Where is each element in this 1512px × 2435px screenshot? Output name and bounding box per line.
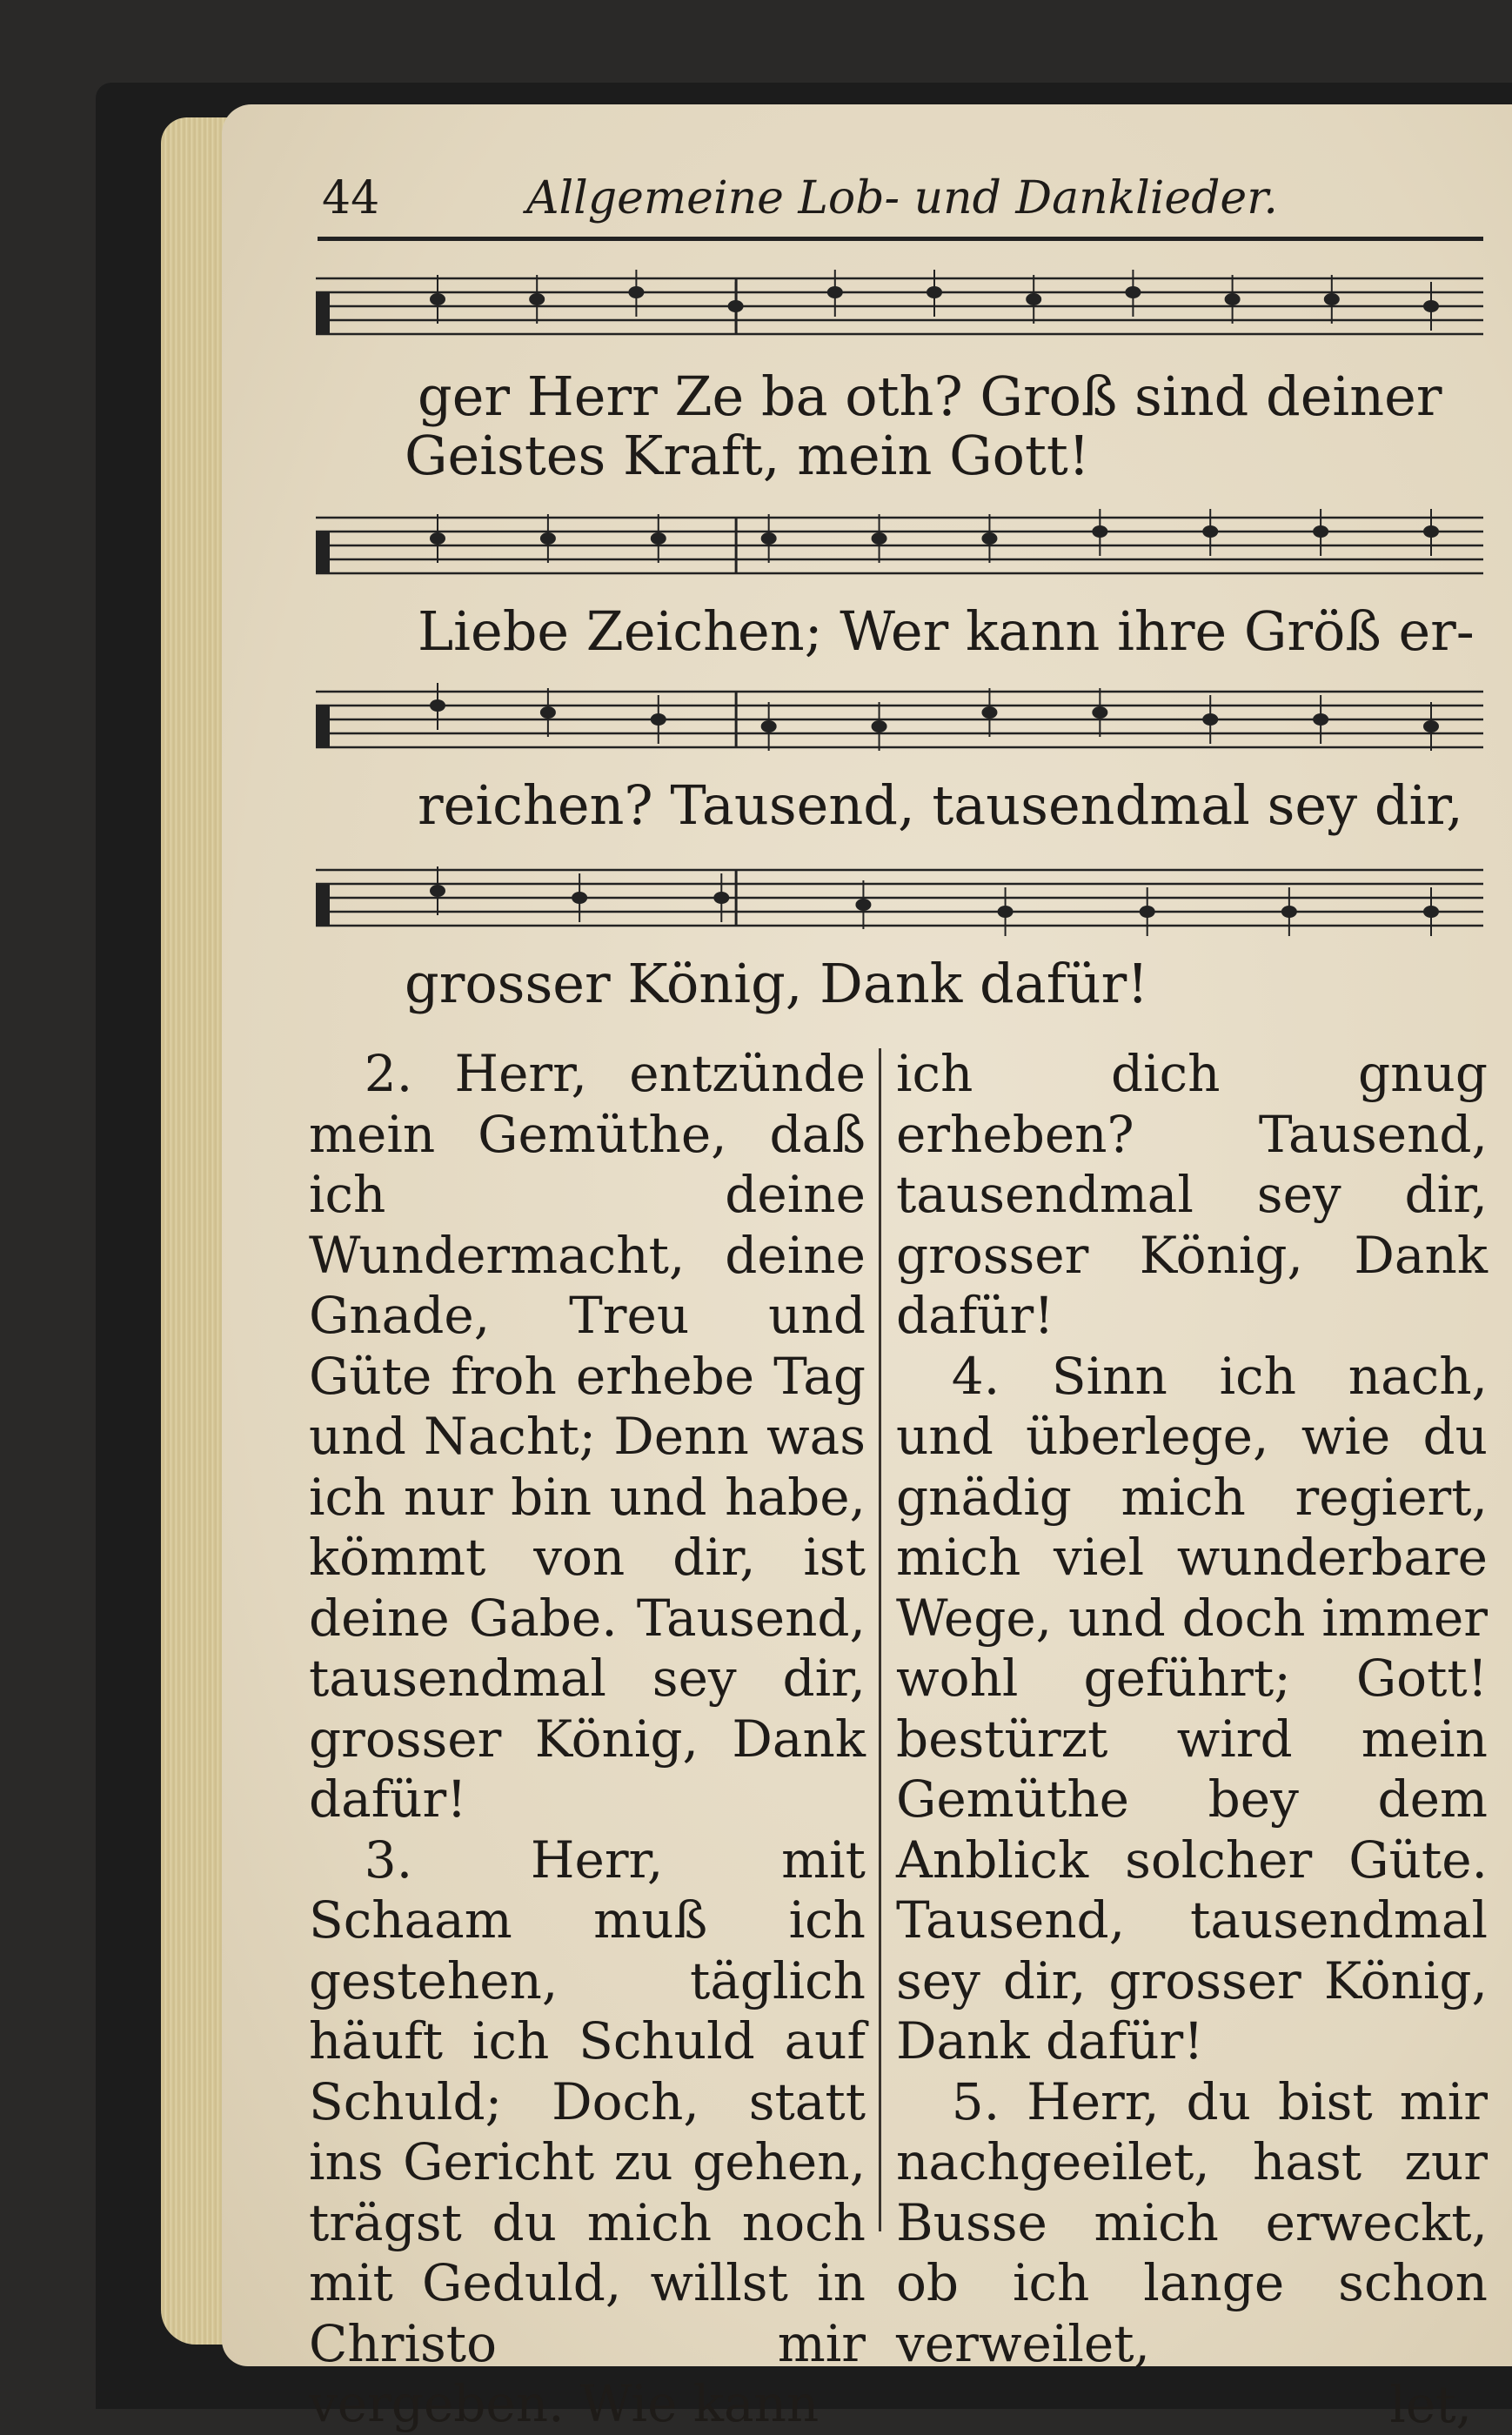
clef-mark bbox=[316, 884, 330, 926]
lyric-line: ger Herr Ze ba oth? Groß sind deiner bbox=[418, 365, 1442, 428]
verse-3-continuation: ich dich gnug erheben? Tausend, tausendmal sey dir, grosser König, Dank dafür! bbox=[896, 1044, 1488, 1347]
lyric-line: Geistes Kraft, mein Gott! bbox=[405, 425, 1090, 487]
staff-svg bbox=[316, 861, 1483, 940]
music-staff bbox=[316, 683, 1483, 761]
continuation-word: let, bbox=[1389, 2375, 1472, 2435]
verse-2: 2. Herr, entzünde mein Gemüthe, daß ich deine Wundermacht, deine Gnade, Treu und Güte froh erhebe Tag und Nacht; Denn was ich nur bin und habe, kömmt von dir, ist deine Gabe. Tausend, tausendmal sey dir, grosser König, Dank dafür! bbox=[309, 1044, 866, 1830]
lyric-line: reichen? Tausend, tausendmal sey dir, bbox=[418, 774, 1463, 837]
left-text-column bbox=[309, 1044, 866, 2435]
right-text-column bbox=[896, 1044, 1488, 2374]
staff-svg bbox=[316, 683, 1483, 761]
music-staff bbox=[316, 270, 1483, 348]
verse-5: 5. Herr, du bist mir nachgeeilet, hast zur Busse mich erweckt, ob ich lange schon verweilet, bbox=[896, 2072, 1488, 2375]
column-divider bbox=[879, 1048, 881, 2231]
staff-svg bbox=[316, 509, 1483, 587]
page-number: 44 bbox=[322, 172, 379, 224]
book-page bbox=[222, 104, 1512, 2366]
staff-svg bbox=[316, 270, 1483, 348]
header-rule bbox=[318, 237, 1483, 241]
verse-3: 3. Herr, mit Schaam muß ich gestehen, täglich häuft ich Schuld auf Schuld; Doch, statt ins Gericht zu gehen, trägst du mich noch mit Geduld, willst in Christo mir vergeben. Wie kann bbox=[309, 1830, 866, 2435]
verse-4: 4. Sinn ich nach, und überlege, wie du gnädig mich regiert, mich viel wunderbare Wege, und doch immer wohl geführt; Gott! bestürzt wird mein Gemüthe bey dem Anblick solcher Güte. Tausend, tausendmal sey dir, grosser König, Dank dafür! bbox=[896, 1347, 1488, 2072]
clef-mark bbox=[316, 706, 330, 747]
clef-mark bbox=[316, 292, 330, 334]
lyric-line: Liebe Zeichen; Wer kann ihre Größ er- bbox=[418, 600, 1475, 663]
music-staff bbox=[316, 509, 1483, 587]
running-title: Allgemeine Lob- und Danklieder. bbox=[526, 172, 1278, 224]
lyric-line: grosser König, Dank dafür! bbox=[405, 953, 1148, 1015]
music-staff bbox=[316, 861, 1483, 940]
clef-mark bbox=[316, 532, 330, 573]
